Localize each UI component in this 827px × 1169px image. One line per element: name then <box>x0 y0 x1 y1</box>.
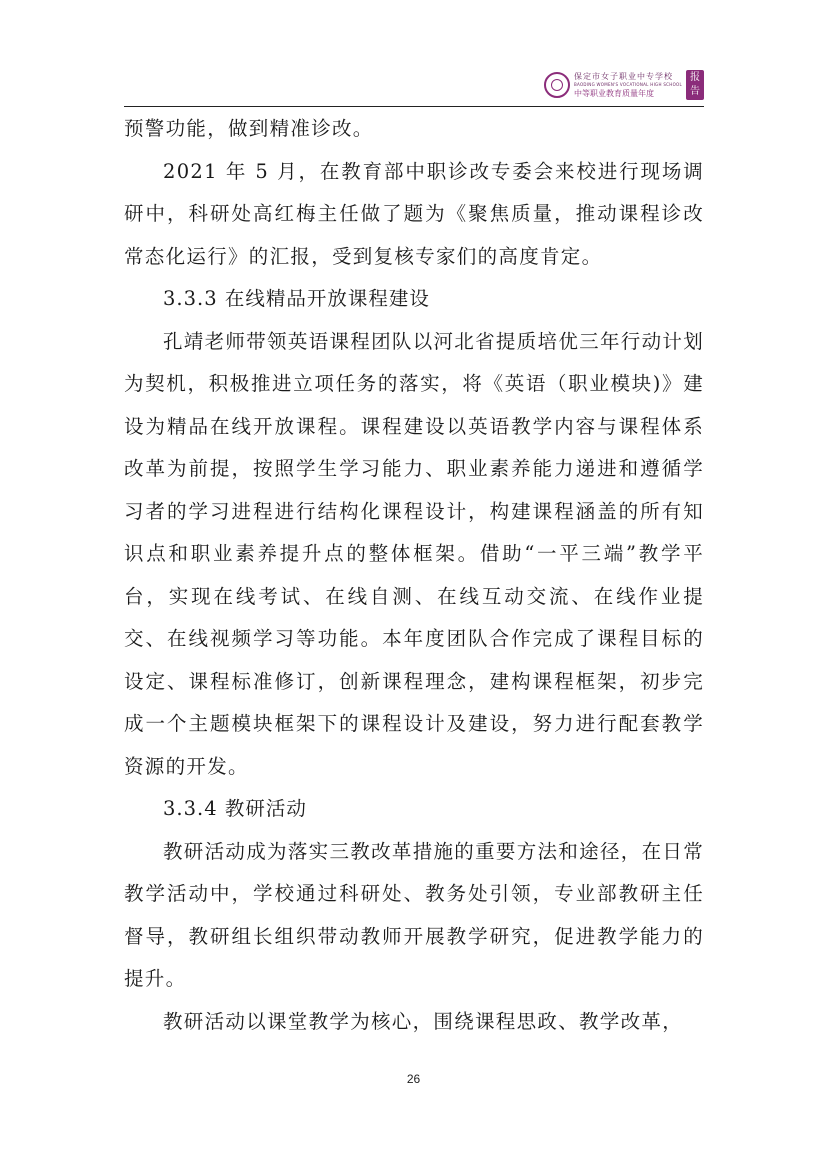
paragraph-continuation: 预警功能，做到精准诊改。 <box>124 117 374 140</box>
logo-school-name-en: BAODING WOMEN'S VOCATIONAL HIGH SCHOOL <box>573 81 682 87</box>
page-header <box>124 66 704 107</box>
page-number: 26 <box>406 1072 421 1086</box>
logo-school-name: 保定市女子职业中专学校 <box>573 71 673 81</box>
logo-text <box>574 73 682 98</box>
paragraph-english-course: 孔靖老师带领英语课程团队以河北省提质培优三年行动计划为契机，积极推进立项任务的落实，将《英语（职业模块)》建设为精品在线开放课程。课程建设以英语教学内容与课程体系改革为前提，按照学生学习能力、职业素养能力递进和遵循学习者的学习进程进行结构化课程设计，构建课程涵盖的所有知识点和职业素养提升点的整体框架。借助“一平三端”教学平台，实现在线考试、在线自测、在线互动交流、在线作业提交、在线视频学习等功能。本年度团队合作完成了课程目标的设定、课程标准修订，创新课程理念，建构课程框架，初步完成一个主题模块框架下的课程设计及建设，努力进行配套教学资源的开发。 <box>124 329 704 778</box>
logo-subtitle: 中等职业教育质量年度 <box>573 88 654 98</box>
paragraph-research-core: 教研活动以课堂教学为核心，围绕课程思政、教学改革， <box>163 1009 684 1033</box>
section-heading-online-course: 3.3.3 在线精品开放课程建设 <box>163 287 430 310</box>
paragraph-field-visit: 2021 年 5 月，在教育部中职诊改专委会来校进行现场调研中，科研处高红梅主任做了题为《聚焦质量，推动课程诊改常态化运行》的汇报，受到复核专家们的高度肯定。 <box>124 159 704 268</box>
document-body <box>124 108 704 1043</box>
report-badge: 报告 <box>686 70 704 100</box>
school-logo <box>544 68 704 102</box>
school-seal-icon <box>544 72 570 98</box>
section-heading-teaching-research: 3.3.4 教研活动 <box>163 797 307 820</box>
paragraph-research-activities: 教研活动成为落实三教改革措施的重要方法和途径，在日常教学活动中，学校通过科研处、教务处引领，专业部教研主任督导，教研组长组织带动教师开展教学研究，促进教学能力的提升。 <box>124 839 704 990</box>
